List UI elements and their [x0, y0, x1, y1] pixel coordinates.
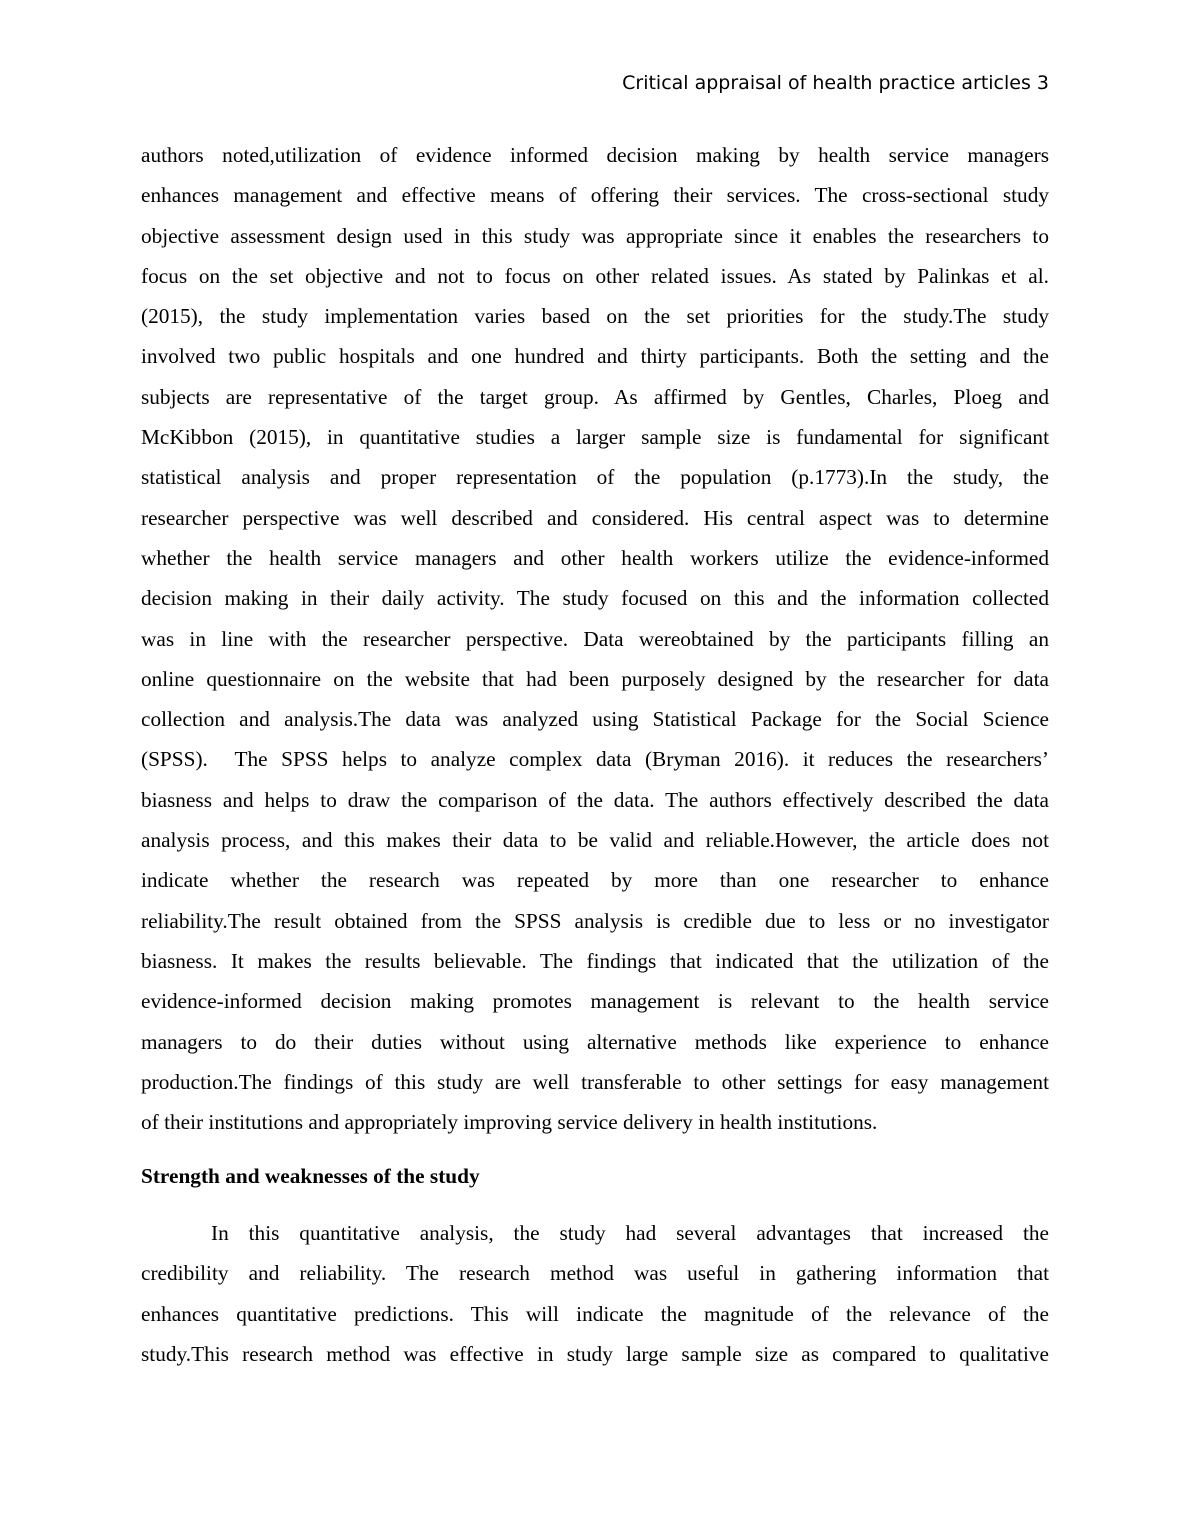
paragraph-line: authors noted,utilization of evidence informed decision making by health service managers [141, 143, 1049, 167]
paragraph-line: enhances quantitative predictions. This will indicate the magnitude of the relevance of the [141, 1301, 1049, 1326]
paragraph-line: was in line with the researcher perspective. Data wereobtained by the participants filling an [141, 626, 1049, 651]
paragraph-line: researcher perspective was well described and considered. His central aspect was to determine [141, 505, 1049, 530]
paragraph-appraisal [141, 135, 1049, 1142]
paragraph-line: (2015), the study implementation varies based on the set priorities for the study.The study [141, 304, 1049, 329]
paragraph-line: biasness and helps to draw the comparison of the data. The authors effectively described the data [141, 787, 1049, 812]
paragraph-strengths [141, 1213, 1049, 1374]
paragraph-line: decision making in their daily activity. The study focused on this and the information collected [141, 586, 1049, 611]
section-heading: Strength and weaknesses of the study [141, 1164, 480, 1188]
paragraph-line-indented: In this quantitative analysis, the study had several advantages that increased the [211, 1221, 1049, 1245]
paragraph-line: objective assessment design used in this study was appropriate since it enables the researchers to [141, 223, 1049, 248]
paragraph-line: production.The findings of this study are well transferable to other settings for easy management [141, 1069, 1049, 1094]
paragraph-line: reliability.The result obtained from the SPSS analysis is credible due to less or no investigator [141, 908, 1049, 933]
paragraph-line: managers to do their duties without using alternative methods like experience to enhance [141, 1029, 1049, 1054]
paragraph-line: involved two public hospitals and one hundred and thirty participants. Both the setting and the [141, 344, 1049, 369]
paragraph-line: statistical analysis and proper representation of the population (p.1773).In the study, the [141, 465, 1049, 490]
paragraph-line: study.This research method was effective in study large sample size as compared to qualitative [141, 1341, 1049, 1366]
paragraph-line: evidence-informed decision making promotes management is relevant to the health service [141, 989, 1049, 1014]
running-head: Critical appraisal of health practice articles 3 [622, 72, 1049, 94]
paragraph-line: whether the health service managers and other health workers utilize the evidence-informed [141, 545, 1049, 570]
paragraph-line: subjects are representative of the target group. As affirmed by Gentles, Charles, Ploeg and [141, 384, 1049, 409]
paragraph-line-last: of their institutions and appropriately improving service delivery in health institutions. [141, 1110, 878, 1135]
paragraph-line: analysis process, and this makes their data to be valid and reliable.However, the article does not [141, 828, 1049, 853]
paragraph-line: online questionnaire on the website that had been purposely designed by the researcher for data [141, 666, 1049, 691]
paragraph-line: McKibbon (2015), in quantitative studies a larger sample size is fundamental for significant [141, 425, 1049, 450]
paragraph-line: enhances management and effective means of offering their services. The cross-sectional study [141, 183, 1049, 208]
paragraph-line: focus on the set objective and not to focus on other related issues. As stated by Palinkas et al. [141, 263, 1049, 288]
paragraph-line: indicate whether the research was repeated by more than one researcher to enhance [141, 868, 1049, 893]
paragraph-line: (SPSS). The SPSS helps to analyze complex data (Bryman 2016). it reduces the researchers’ [141, 747, 1049, 772]
paragraph-line: collection and analysis.The data was analyzed using Statistical Package for the Social Science [141, 707, 1049, 732]
paragraph-line: biasness. It makes the results believable. The findings that indicated that the utilization of the [141, 948, 1049, 973]
paragraph-line: credibility and reliability. The research method was useful in gathering information that [141, 1261, 1049, 1286]
